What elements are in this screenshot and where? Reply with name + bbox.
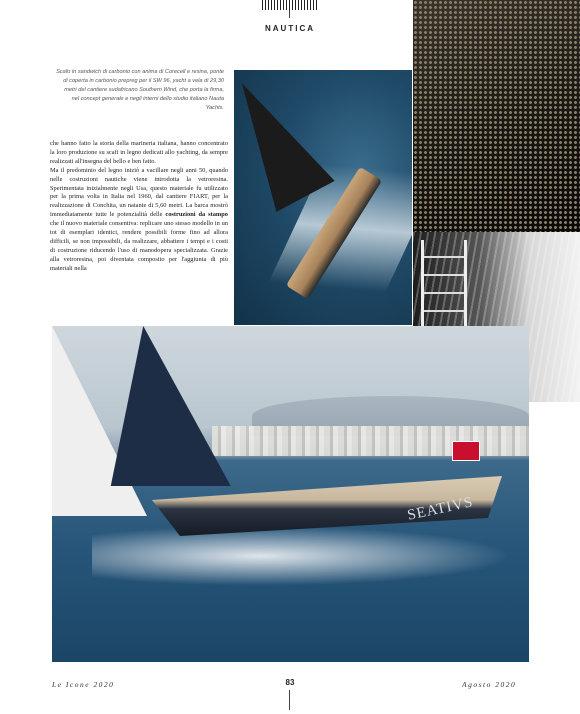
paragraph-2-start: Ma il predominio del legno iniziò a vacillare negli anni 50, quando nelle costruzioni nautiche viene introdotta la vetroresina. Sperimentata inizialmente negli Usa, questo materiale fu utilizzato per la prima volta in Italia nel 1960, dal cantiere FIART, per la realizzazione di Conchita, un natante di 5,60 metri. La barca mostrò immediatamente tutte le potenzialità delle: [50, 166, 228, 219]
aerial-sailboat-photo: [234, 70, 412, 325]
coastal-town: [212, 426, 529, 456]
paragraph-2-bold: costruzioni da stampo: [165, 211, 228, 219]
photo-caption: Scafo in sandwich di carbonio con anima di Corecell e resina, ponte di coperta in carbonio prepreg per il SW 96, yacht a vela di 29,30 metri del cantiere sudafricano Southern Wind, che porta la firma, nel concept generale e negli interni dello studio italiano Nauta Yachts.: [56, 69, 224, 111]
hull-name-text: SEATIVS: [405, 494, 475, 524]
dark-mainsail: [111, 326, 253, 486]
barcode-mark: [262, 0, 318, 10]
page-number: 83: [285, 678, 295, 687]
top-tick-mark: [289, 10, 290, 18]
section-title: NAUTICA: [265, 24, 315, 33]
bow-wake: [92, 526, 512, 586]
footer-date: Agosto 2020: [462, 680, 517, 689]
paragraph-2: [50, 167, 228, 274]
bottom-tick-mark: [289, 690, 290, 710]
paragraph-1: che hanno fatto la storia della marineria italiana, hanno concentrato la loro produzione su scafi in legno dedicati allo yachting, da sempre realizzati all'insegna del bello e ben fatto.: [50, 140, 228, 165]
paragraph-2-end: che il nuovo materiale consentiva: replicare uno stesso modello in un tot di esemplari identici, rendere possibili forme fino ad allora difficili, se non impossibili, da realizzare, abbattere i tempi e i costi di costruzione riducendo l'uso di manodopera specializzata. Grazie alla vetroresina, poi diventata composito per l'aggiunta di più materiali nella: [50, 220, 228, 272]
carbon-texture-photo: [413, 0, 580, 232]
stern-flag: [452, 441, 480, 461]
sailing-yacht-photo: [52, 326, 529, 662]
article-body: [50, 140, 228, 274]
footer-publication: Le Icone 2020: [52, 680, 115, 689]
